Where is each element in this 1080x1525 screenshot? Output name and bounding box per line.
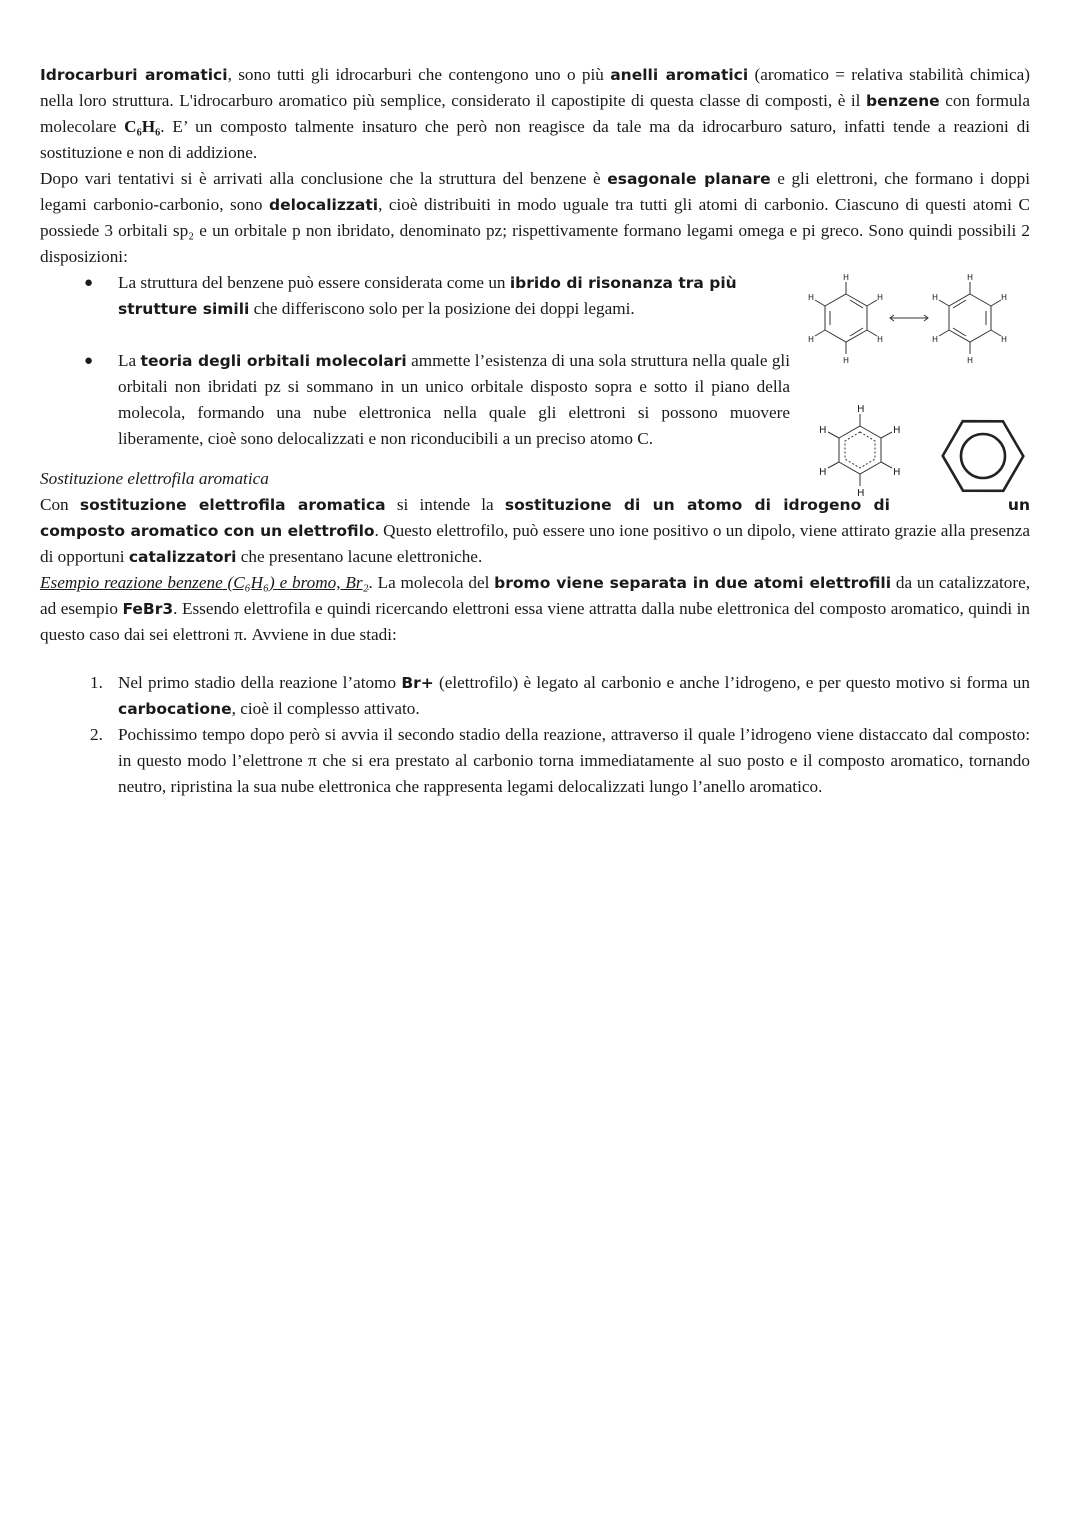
h-label: H [1001,335,1008,344]
reaction-steps-list [40,670,1030,800]
step-number: 2. [90,725,103,744]
term-aromatic-rings: anelli aromatici [610,66,749,84]
step-item [40,670,1030,722]
h-label: H [857,404,865,415]
bullet1-text-2: che differiscono solo per la posizione dei doppi legami. [249,299,635,318]
delocalized-benzene-figure [812,400,912,500]
spacer [40,648,1030,670]
h-label: H [893,425,901,436]
intro-text-1: , sono tutti gli idrocarburi che contengono uno o più [227,65,611,84]
substitution-text-1: Con [40,495,80,514]
example-text-1: . La molecola del [368,573,495,592]
h-label: H [932,293,939,302]
term-benzene: benzene [865,92,940,110]
term-resonance-hybrid: ibrido di risonanza tra più strutture simili [118,274,737,318]
h-label: H [893,467,901,478]
resonance-structures-figure [800,268,1020,368]
example-text-2: da un catalizzatore, ad esempio [40,573,1030,618]
h-label: H [967,273,974,282]
term-hydrogen-substitution: sostituzione di un atomo di idrogeno di [504,496,890,514]
bullet2-text-1: La [118,351,141,370]
benzene-formula: C₆H₆ [124,117,161,136]
term-planar-hexagonal: esagonale planare [607,170,771,188]
intro-text-3: con formula molecolare [40,91,1030,136]
bullet-orbital-theory [40,348,790,452]
structure-paragraph [40,166,1030,270]
h-label: H [808,335,815,344]
bullet-resonance [40,270,790,322]
intro-text-2: (aromatico = relativa stabilità chimica) nella loro struttura. L'idrocarburo aromatico più semplice, considerato il capostipite di questa classe di composti, è il [40,65,1031,110]
term-aromatic-compound: un composto aromatico con un elettrofilo [40,496,1030,540]
example-paragraph [40,570,1030,648]
benzene-ring-symbol [940,413,1026,499]
step1-text-1: Nel primo stadio della reazione l’atomo [118,673,402,692]
h-label: H [877,335,884,344]
step1-text-3: , cioè il complesso attivato. [231,699,420,718]
h-label: H [843,356,850,365]
h-label: H [1001,293,1008,302]
term-carbocation: carbocatione [118,700,232,718]
h-label: H [808,293,815,302]
kekule-structure-left [808,273,883,365]
bullet-dot-icon: ● [84,275,94,291]
step2-text: Pochissimo tempo dopo però si avvia il secondo stadio della reazione, attraverso il quale l’idrogeno viene distaccato dal composto: in questo modo l’elettrone π che si era prestato al carbonio torna immediatamente al suo posto e il composto aromatico, tornando neutro, ripristina la sua nube elettronica che rappresenta legami delocalizzati lungo l’anello aromatico. [118,725,1030,796]
example-text-3: . Essendo elettrofila e quindi ricercando elettroni essa viene attratta dalla nube elettronica del composto aromatico, quindi in questo caso dai sei elettroni π. Avviene in due stadi: [40,599,1030,644]
intro-text-4: . E’ un composto talmente insaturo che però non reagisce da tale ma da idrocarburo saturo, infatti tende a reazioni di sostituzione e non di addizione. [40,117,1030,162]
h-label: H [877,293,884,302]
h-label: H [857,488,865,499]
step1-text-2: (elettrofilo) è legato al carbonio e anche l’idrogeno, e per questo motivo si forma un [433,673,1030,692]
h-label: H [967,356,974,365]
intro-paragraph [40,62,1030,166]
resonance-arrow-icon [890,315,928,321]
example-title: Esempio reazione benzene (C₆H₆) e bromo, Br₂ [40,573,369,592]
h-label: H [819,425,827,436]
kekule-structure-right [932,273,1007,365]
substitution-text-3: . Questo elettrofilo, può essere uno ione positivo o un dipolo, viene attirato grazie alla presenza di opportuni [40,521,1030,566]
structure-text-1: Dopo vari tentativi si è arrivati alla conclusione che la struttura del benzene è [40,169,608,188]
term-br-plus: Br+ [401,674,434,692]
step-number: 1. [90,673,103,692]
term-molecular-orbitals: teoria degli orbitali molecolari [140,352,407,370]
structure-text-3: , cioè distribuiti in modo uguale tra tutti gli atomi di carbonio. Ciascuno di questi atomi C possiede 3 orbitali sp₂ e un orbitale p non ibridato, denominato pz; rispettivamente formano legami omega e pi greco. Sono quindi possibili 2 disposizioni: [40,195,1030,266]
term-delocalized: delocalizzati [269,196,379,214]
step-item [40,722,1030,800]
section-heading: Sostituzione elettrofila aromatica [40,469,269,488]
h-label: H [819,467,827,478]
bullet-dot-icon: ● [84,353,94,369]
h-label: H [932,335,939,344]
substitution-text-2: si intende la [385,495,505,514]
bullet1-text-1: La struttura del benzene può essere considerata come un [118,273,510,292]
substitution-paragraph [40,492,1030,570]
h-label: H [843,273,850,282]
substitution-text-4: che presentano lacune elettroniche. [236,547,483,566]
term-catalysts: catalizzatori [128,548,237,566]
term-aromatic-hydrocarbons: Idrocarburi aromatici [40,66,228,84]
term-febr3: FeBr3 [122,600,174,618]
bullet2-text-2: ammette l’esistenza di una sola struttura nella quale gli orbitali non ibridati pz si sommano in un unico orbitale disposto sopra e sotto il piano della molecola, formando una nube elettronica nella quale gli elettroni si possono muovere liberamente, cioè sono delocalizzati e non riconducibili a un preciso atomo C. [118,351,790,448]
term-bromine-separation: bromo viene separata in due atomi elettrofili [494,574,892,592]
structure-text-2: e gli elettroni, che formano i doppi legami carbonio-carbonio, sono [40,169,1030,214]
term-electrophilic-substitution: sostituzione elettrofila aromatica [79,496,386,514]
